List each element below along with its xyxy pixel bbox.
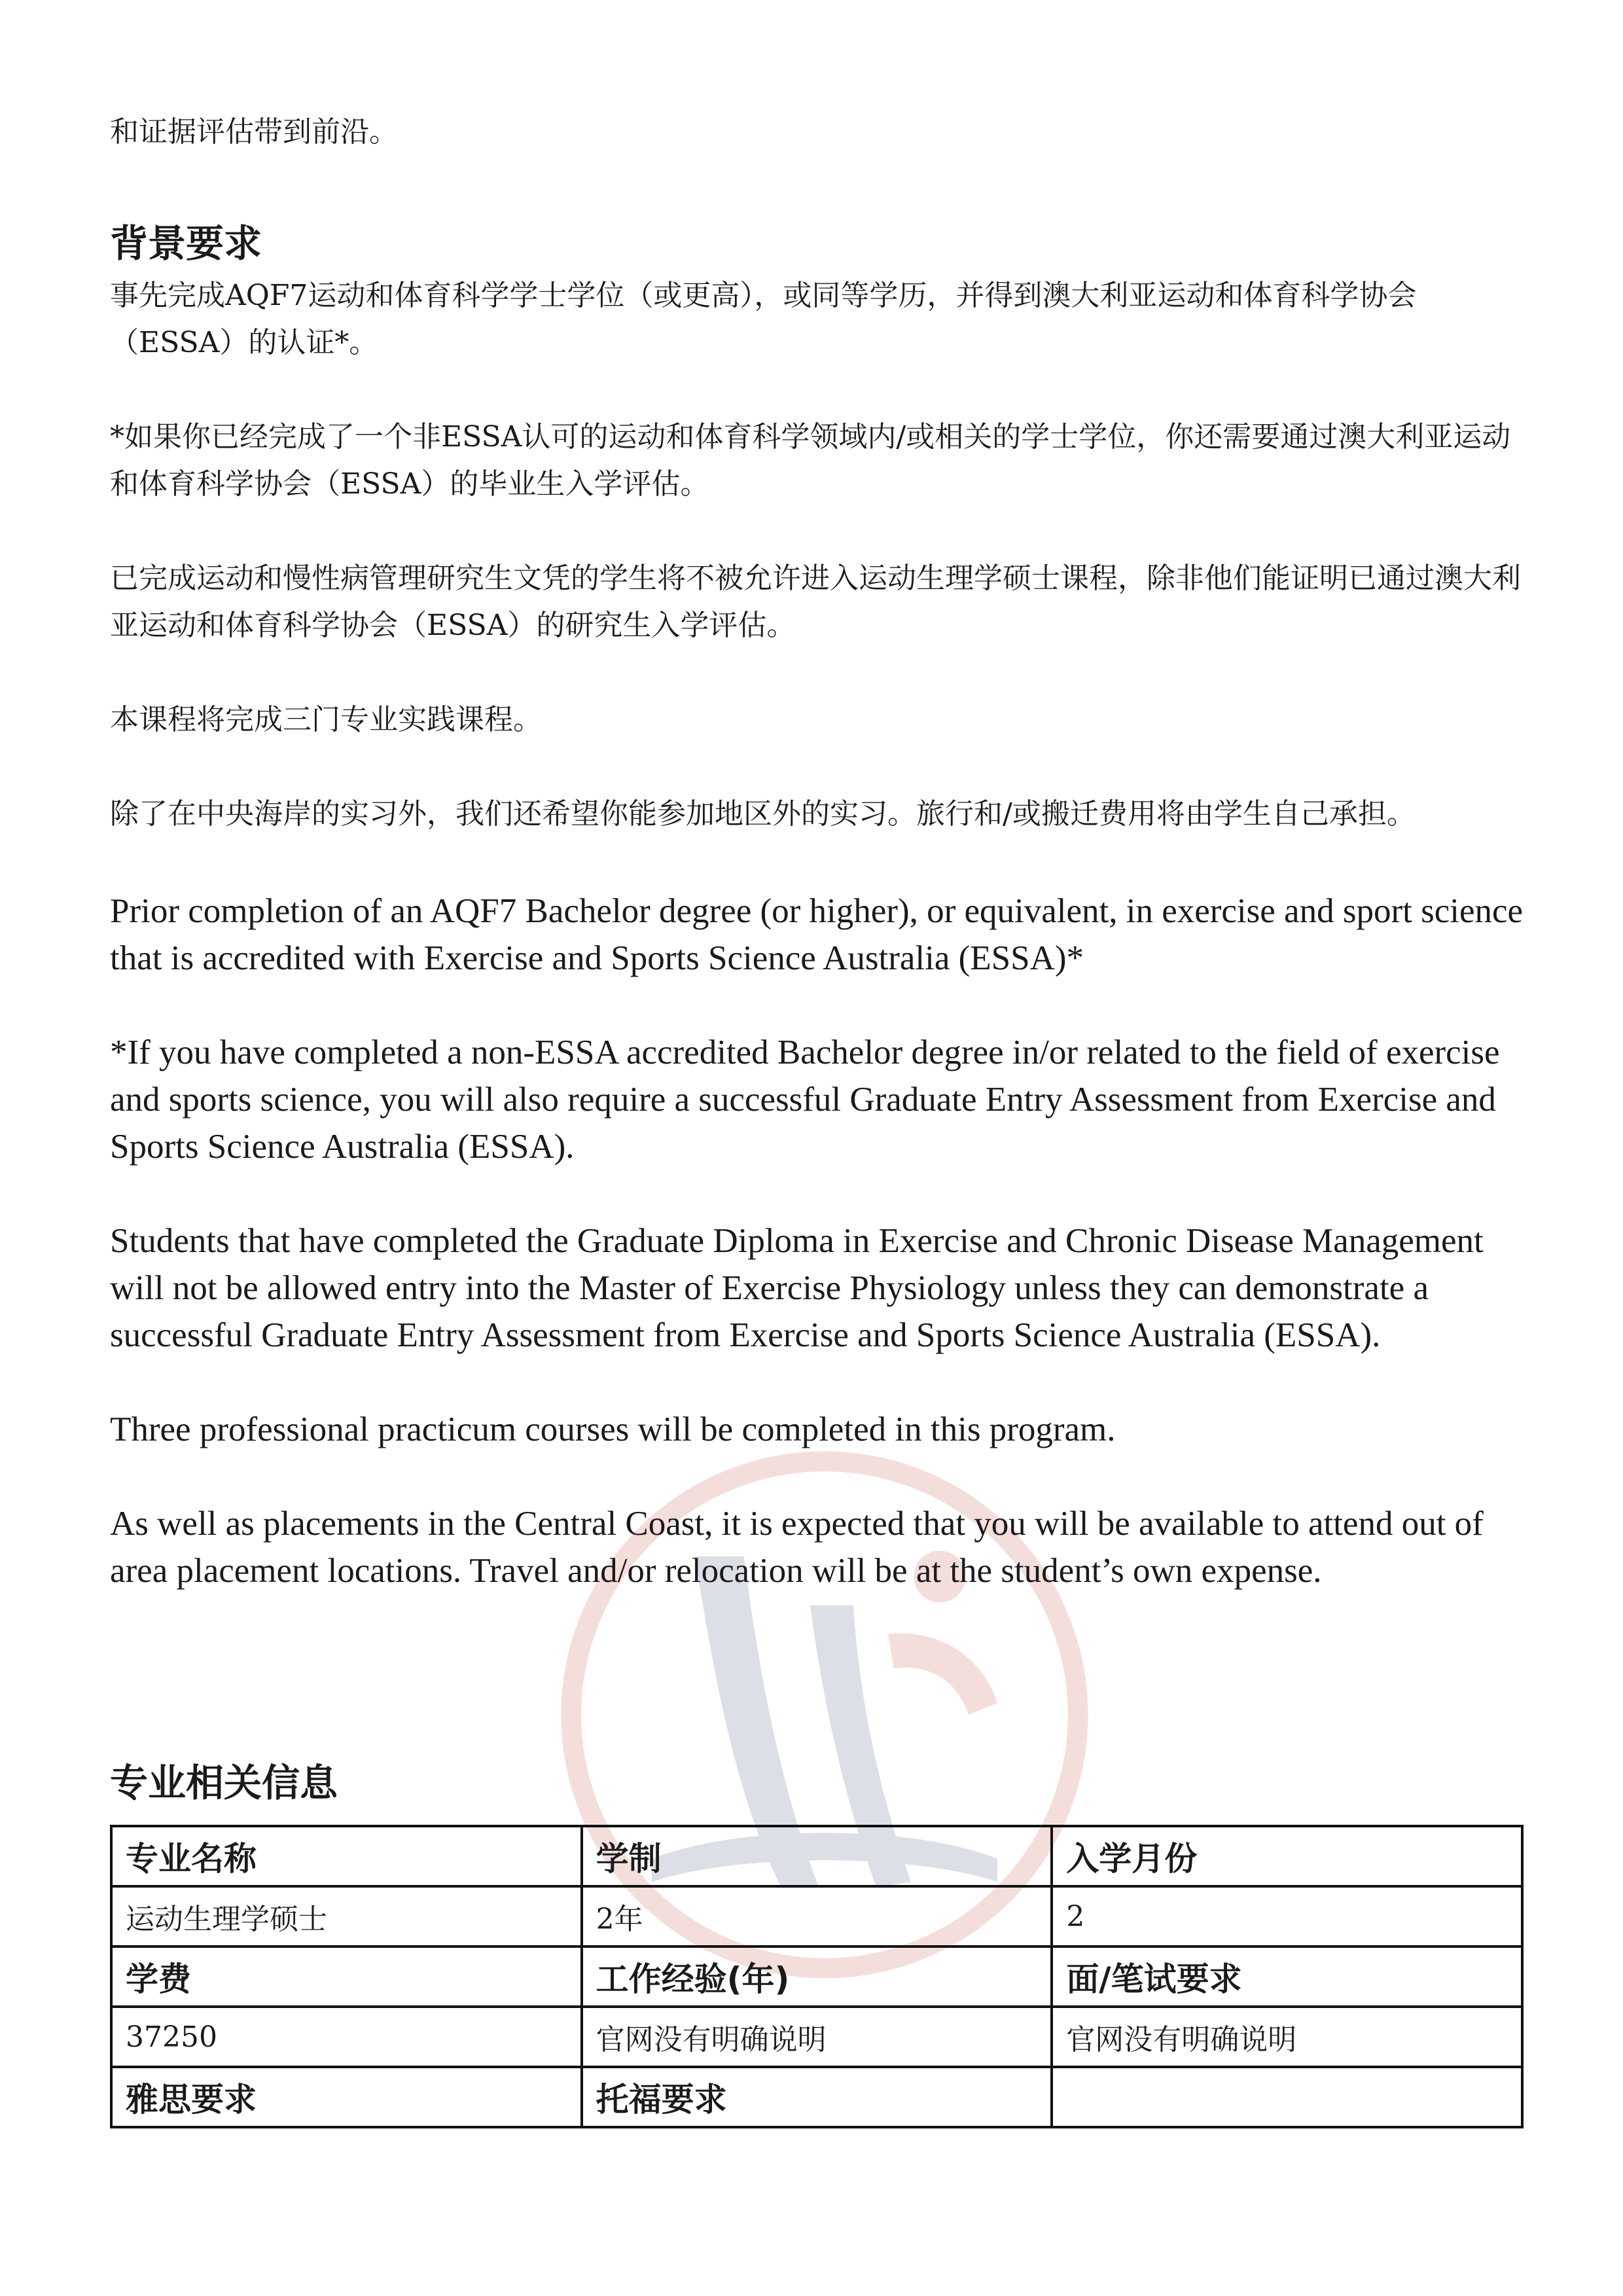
table-header-cell: 学费 — [111, 1946, 582, 2007]
table-row — [111, 1886, 1522, 1946]
table-header-cell: 工作经验(年) — [582, 1946, 1052, 2007]
background-en-paragraph: Prior completion of an AQF7 Bachelor degree (or higher), or equivalent, in exercise and sport science that is accredited with Exercise and Sports Science Australia (ESSA)* — [110, 892, 1524, 977]
table-cell: 2 — [1052, 1886, 1522, 1946]
background-cn-paragraph: 除了在中央海岸的实习外，我们还希望你能参加地区外的实习。旅行和/或搬迁费用将由学生自己承担。 — [110, 797, 1416, 831]
background-heading: 背景要求 — [110, 221, 262, 266]
background-en-paragraph: *If you have completed a non-ESSA accredited Bachelor degree in/or related to the field of exercise and sports science, you will also require a successful Graduate Entry Assessment from Exercise and Sports Science Australia (ESSA). — [110, 1033, 1500, 1166]
table-header-cell: 雅思要求 — [111, 2067, 582, 2127]
table-header-cell: 面/笔试要求 — [1052, 1946, 1522, 2007]
table-row — [111, 1946, 1522, 2007]
table-header-cell: 专业名称 — [111, 1826, 582, 1886]
table-cell: 37250 — [111, 2007, 582, 2067]
background-en-paragraph: As well as placements in the Central Coast, it is expected that you will be available to attend out of area placement locations. Travel and/or relocation will be at the student’s own expense. — [110, 1505, 1484, 1590]
info-heading: 专业相关信息 — [110, 1761, 338, 1805]
background-en-section — [110, 888, 1524, 1594]
table-header-cell — [1052, 2067, 1522, 2127]
background-en-paragraph: Three professional practicum courses will be completed in this program. — [110, 1410, 1116, 1448]
table-cell: 官网没有明确说明 — [582, 2007, 1052, 2067]
table-row — [111, 2007, 1522, 2067]
intro-tail-text: 和证据评估带到前沿。 — [110, 115, 398, 149]
table-header-cell: 托福要求 — [582, 2067, 1052, 2127]
table-row — [111, 1826, 1522, 1886]
background-cn-paragraph: *如果你已经完成了一个非ESSA认可的运动和体育科学领域内/或相关的学士学位，你还需要通过澳大利亚运动和体育科学协会（ESSA）的毕业生入学评估。 — [110, 420, 1511, 501]
table-cell: 运动生理学硕士 — [111, 1886, 582, 1946]
table-header-cell: 入学月份 — [1052, 1826, 1522, 1886]
table-row — [111, 2067, 1522, 2127]
background-cn-section — [110, 272, 1524, 838]
table-cell: 2年 — [582, 1886, 1052, 1946]
background-en-paragraph: Students that have completed the Graduate Diploma in Exercise and Chronic Disease Management will not be allowed entry into the Master of Exercise Physiology unless they can demonstrate a successful Graduate Entry Assessment from Exercise and Sports Science Australia (ESSA). — [110, 1222, 1484, 1354]
background-cn-paragraph: 已完成运动和慢性病管理研究生文凭的学生将不被允许进入运动生理学硕士课程，除非他们能证明已通过澳大利亚运动和体育科学协会（ESSA）的研究生入学评估。 — [110, 562, 1521, 642]
table-cell: 官网没有明确说明 — [1052, 2007, 1522, 2067]
table-header-cell: 学制 — [582, 1826, 1052, 1886]
background-cn-paragraph: 本课程将完成三门专业实践课程。 — [110, 703, 542, 736]
program-info-table — [110, 1825, 1524, 2128]
background-cn-paragraph: 事先完成AQF7运动和体育科学学士学位（或更高），或同等学历，并得到澳大利亚运动和体育科学协会（ESSA）的认证*。 — [110, 279, 1417, 359]
